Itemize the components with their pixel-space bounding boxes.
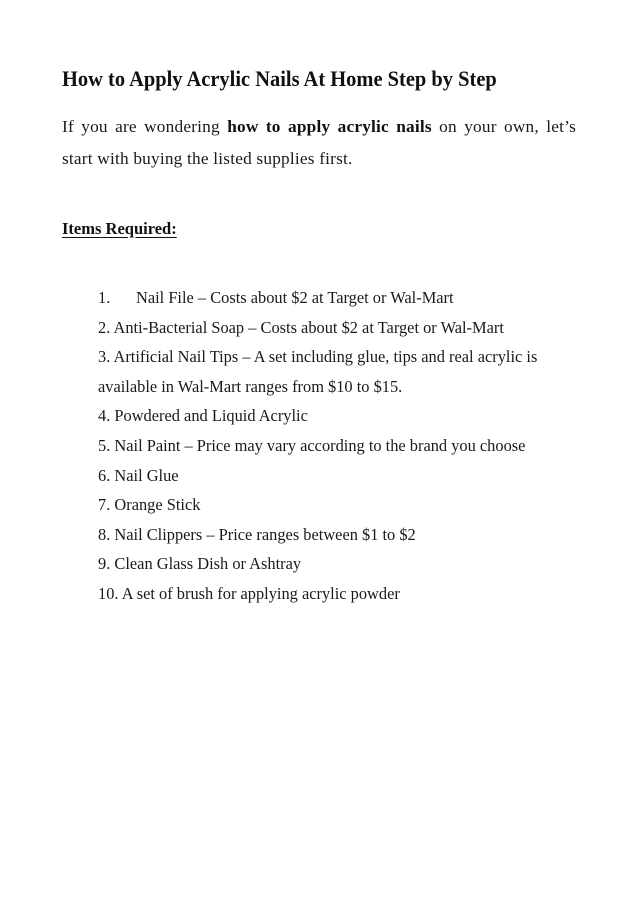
list-item-text: Orange Stick [114, 495, 201, 515]
list-item-number: 4. [98, 406, 111, 426]
list-item [98, 520, 558, 550]
list-item-number: 6. [98, 465, 111, 485]
list-item [98, 549, 558, 579]
list-item-text: Nail Glue [114, 465, 179, 485]
list-item-number: 1. [98, 288, 111, 307]
items-list [98, 283, 558, 609]
intro-text-end: on your own, let’s start with buying the listed supplies first. [62, 117, 577, 168]
list-item-text: Nail Paint – Price may vary according to the brand you choose [114, 435, 526, 455]
list-item-number: 8. [98, 524, 111, 544]
intro-bold-phrase: how to apply acrylic nails [227, 117, 432, 136]
list-item-text: Nail File – Costs about $2 at Target or Wal-Mart [136, 288, 454, 307]
list-item-number: 9. [98, 554, 111, 574]
list-item [98, 313, 558, 343]
list-item-number: 3. [98, 347, 111, 367]
list-item-number: 2. [98, 317, 111, 337]
intro-text-start: If you are wondering [62, 117, 228, 136]
list-item-text: Clean Glass Dish or Ashtray [114, 554, 302, 574]
list-item [98, 579, 558, 609]
list-item [98, 461, 558, 491]
list-item-text: Artificial Nail Tips – A set including glue, tips and real acrylic is available in Wal-Mart ranges from $10 to $15. [98, 347, 538, 396]
items-required-heading: Items Required: [62, 219, 177, 238]
list-item [98, 401, 558, 431]
list-item-text: A set of brush for applying acrylic powder [121, 583, 400, 603]
list-item [98, 283, 558, 313]
list-item-number: 5. [98, 435, 111, 455]
list-item [98, 342, 558, 401]
page-title: How to Apply Acrylic Nails At Home Step by Step [62, 66, 497, 91]
list-item-text: Powdered and Liquid Acrylic [114, 406, 308, 426]
list-item [98, 490, 558, 520]
intro-paragraph [62, 111, 576, 174]
list-item-number: 7. [98, 495, 111, 515]
list-item-text: Anti-Bacterial Soap – Costs about $2 at Target or Wal-Mart [113, 317, 504, 337]
list-item-number: 10. [98, 583, 119, 603]
list-item [98, 431, 558, 461]
list-item-text: Nail Clippers – Price ranges between $1 to $2 [114, 524, 416, 544]
